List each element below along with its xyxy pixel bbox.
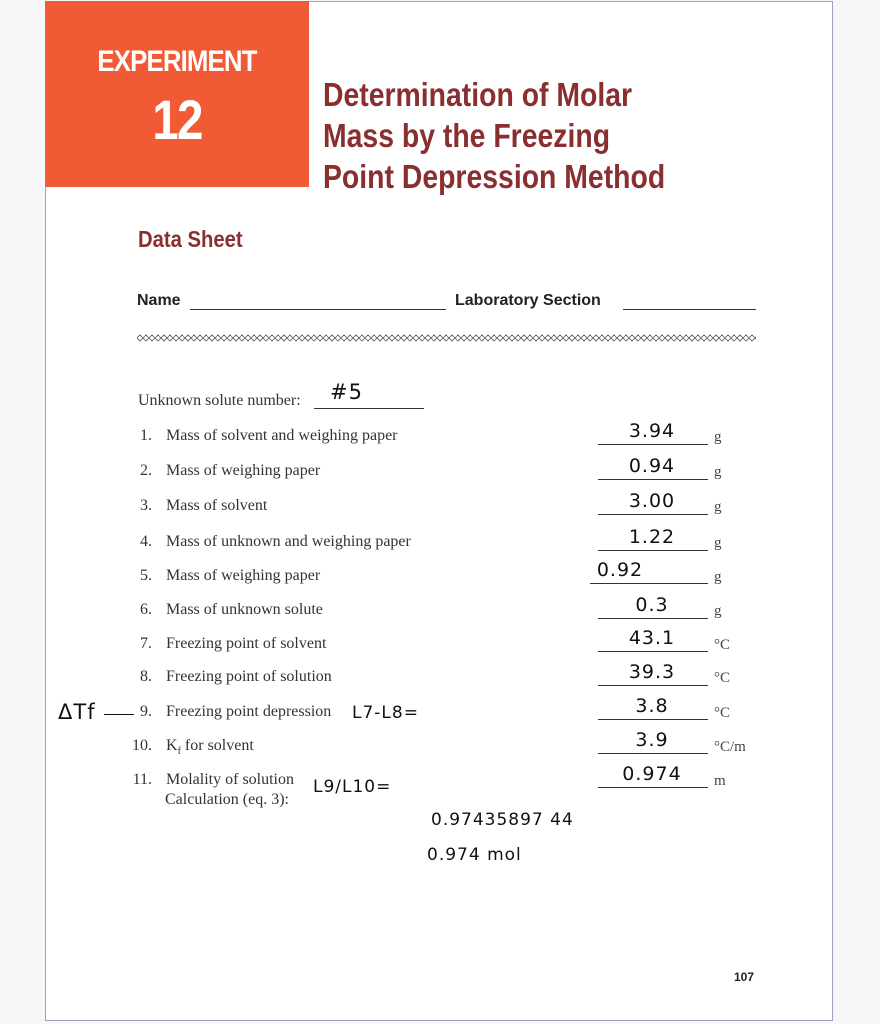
answer-field[interactable] xyxy=(598,719,708,720)
unit-label: °C xyxy=(714,670,731,686)
row-number: 11. xyxy=(132,771,152,788)
row-number: 2. xyxy=(140,462,152,479)
name-label: Name xyxy=(137,292,181,309)
row-label: Mass of weighing paper xyxy=(166,567,321,584)
delta-tf-note: ΔTf xyxy=(58,700,96,724)
title-line: Determination of Molar xyxy=(323,76,633,113)
calculation-label: Calculation (eq. 3): xyxy=(165,791,289,808)
row9-note: L7-L8= xyxy=(352,703,419,723)
answer-field[interactable] xyxy=(598,514,708,515)
answer-field[interactable] xyxy=(590,583,708,584)
unit-label: °C xyxy=(714,637,731,653)
row-label: Freezing point depression xyxy=(166,703,332,720)
unit-label: m xyxy=(714,773,726,789)
unknown-label: Unknown solute number: xyxy=(138,392,301,409)
answer-value: 0.3 xyxy=(635,594,669,616)
unit-label: g xyxy=(714,603,722,619)
answer-value: 0.974 xyxy=(622,763,682,785)
answer-field[interactable] xyxy=(598,550,708,551)
answer-value: 3.9 xyxy=(635,729,669,751)
unit-label: g xyxy=(714,429,722,445)
experiment-label: EXPERIMENT xyxy=(97,45,257,78)
row-label: Mass of unknown and weighing paper xyxy=(166,533,411,550)
title-line: Mass by the Freezing xyxy=(323,117,611,154)
answer-field[interactable] xyxy=(598,479,708,480)
lab-section-label: Laboratory Section xyxy=(455,292,601,309)
row-number: 3. xyxy=(140,497,152,514)
row-number: 1. xyxy=(140,427,152,444)
row-label: Mass of solvent xyxy=(166,497,268,514)
decorative-divider xyxy=(137,333,756,343)
row-label: $K_f$ for solvent xyxy=(166,737,254,758)
unit-label: °C xyxy=(714,705,731,721)
answer-field[interactable] xyxy=(598,787,708,788)
row-number: 10. xyxy=(132,737,152,754)
row-number: 5. xyxy=(140,567,152,584)
answer-field[interactable] xyxy=(598,444,708,445)
unit-label: g xyxy=(714,535,722,551)
row-label: Mass of unknown solute xyxy=(166,601,323,618)
unknown-field[interactable] xyxy=(314,408,424,409)
answer-value: 39.3 xyxy=(628,661,676,683)
page-title xyxy=(323,74,736,197)
answer-value: 3.8 xyxy=(635,695,669,717)
row-number: 4. xyxy=(140,533,152,550)
answer-value: 3.00 xyxy=(628,490,676,512)
row-number: 8. xyxy=(140,668,152,685)
answer-value: 3.94 xyxy=(628,420,676,442)
page-number: 107 xyxy=(734,970,755,984)
unit-label: g xyxy=(714,464,722,480)
answer-value: 1.22 xyxy=(628,526,676,548)
experiment-banner xyxy=(45,1,309,187)
answer-field[interactable] xyxy=(598,651,708,652)
row11-note: L9/L10= xyxy=(313,777,392,797)
row-label: Freezing point of solution xyxy=(166,668,332,685)
lab-section-row xyxy=(455,292,601,310)
row-label: Molality of solution xyxy=(166,771,294,788)
row-number: 7. xyxy=(140,635,152,652)
row-number: 6. xyxy=(140,601,152,618)
row-label: Freezing point of solvent xyxy=(166,635,327,652)
lab-section-field[interactable] xyxy=(623,309,756,310)
section-title: Data Sheet xyxy=(138,226,243,252)
name-row xyxy=(137,292,181,310)
answer-value: 0.92 xyxy=(596,559,644,581)
calculation-line-2: 0.974 mol xyxy=(427,845,522,865)
row-number: 9. xyxy=(140,703,152,720)
answer-field[interactable] xyxy=(598,618,708,619)
row-label: Mass of weighing paper xyxy=(166,462,321,479)
unknown-value: #5 xyxy=(330,380,363,404)
answer-field[interactable] xyxy=(598,753,708,754)
unit-label: g xyxy=(714,499,722,515)
answer-value: 0.94 xyxy=(628,455,676,477)
experiment-number: 12 xyxy=(152,88,202,151)
title-line: Point Depression Method xyxy=(323,158,666,195)
name-field[interactable] xyxy=(190,309,446,310)
unit-label: g xyxy=(714,569,722,585)
answer-value: 43.1 xyxy=(628,627,676,649)
delta-tf-arrow xyxy=(104,714,134,715)
unit-label: °C/m xyxy=(714,739,746,755)
answer-field[interactable] xyxy=(598,685,708,686)
row-label: Mass of solvent and weighing paper xyxy=(166,427,398,444)
calculation-line-1: 0.97435897 44 xyxy=(431,810,574,830)
